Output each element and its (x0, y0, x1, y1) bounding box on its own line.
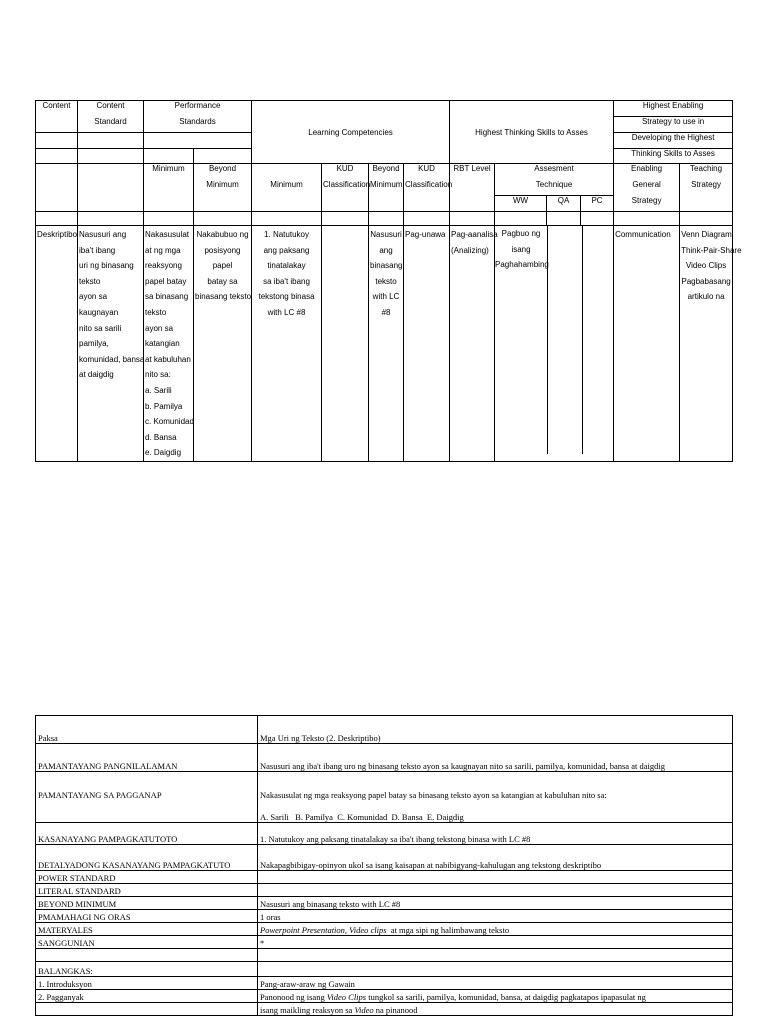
row-sanggunian (36, 936, 733, 949)
header-beyond-2: Minimum (194, 180, 252, 196)
value-pagganyak-cont (258, 1003, 733, 1016)
header-qa: QA (547, 196, 581, 212)
row-blank (36, 949, 733, 962)
spacer-row (36, 212, 733, 226)
cell-teaching (680, 226, 742, 462)
row-paksa (36, 716, 733, 744)
cell-minimum-line: sa binasang (145, 292, 189, 302)
label-power: POWER STANDARD (36, 871, 258, 884)
header-assessment-2: Technique (495, 180, 614, 196)
header-lc-minimum: Minimum (252, 180, 322, 196)
label-kasanayan: KASANAYANG PAMPAGKATUTOTO (36, 823, 258, 845)
header-lc-beyond-2: Minimum (369, 180, 404, 196)
header-highest-enabling-2: Strategy to use in (614, 117, 733, 133)
cell-minimum-line: e. Daigdig (145, 448, 182, 458)
materyales-rest: at mga sipi ng halimbawang teksto (386, 925, 510, 935)
header-ww: WW (495, 196, 547, 212)
header-enabling-3: Strategy (614, 196, 680, 212)
cell-lc-beyond-line: with LC (372, 292, 400, 302)
cell-minimum-line: nito sa: (145, 370, 171, 380)
cell-lc-beyond-line: teksto (375, 276, 397, 286)
row-materyales (36, 923, 733, 936)
label-introduksyon: 1. Introduksyon (36, 977, 258, 990)
cell-content-standard-line: iba't ibang (79, 245, 116, 255)
value-materyales (258, 923, 733, 936)
cell-minimum-line: Nakasusulat (145, 230, 190, 239)
header-teaching-2: Strategy (680, 180, 733, 196)
cell-rbt-line: (Analizing) (451, 245, 489, 255)
cell-minimum (144, 226, 194, 462)
value-pangnilalaman: Nasusuri ang iba't ibang uro ng binasang teksto ayon sa kaugnayan nito sa sarili, pamilya, komunidad, bansa at daigdig (258, 744, 733, 772)
header-assessment: Assesment (495, 164, 614, 180)
cell-minimum-line: c. Komunidad (145, 417, 194, 427)
header-learning-competencies: Learning Competencies (252, 101, 450, 164)
value-paksa: Mga Uri ng Teksto (2. Deskriptibo) (258, 716, 733, 744)
cell-teaching-line: Video Clips (685, 261, 727, 271)
value-pagganap: Nakasusulat ng mga reaksyong papel batay sa binasang teksto ayon sa katangian at kabuluhan nito sa: (258, 772, 733, 800)
value-introduksyon: Pang-araw-araw ng Gawain (258, 977, 733, 990)
cell-content-standard-line: nito sa sarili (79, 323, 122, 333)
cell-content-standard-line: kaugnayan (79, 307, 119, 317)
row-detalyado (36, 845, 733, 871)
row-pagganap (36, 772, 733, 800)
cell-beyond-line: Nakabubuo ng (196, 230, 249, 239)
cell-lc-minimum (252, 226, 322, 462)
value-pagganyak (258, 990, 733, 1003)
cell-lc-minimum-line: sa iba't ibang (263, 276, 310, 286)
cell-content-standard-line: ayon sa (79, 292, 108, 302)
value-kasanayan: 1. Natutukoy ang paksang tinatalakay sa iba't ibang tekstong binasa with LC #8 (258, 823, 733, 845)
row-beyond (36, 897, 733, 910)
header-kud-classification-2: Classification (404, 180, 450, 196)
cell-assessment (495, 226, 548, 454)
header-kud: KUD (322, 164, 369, 180)
cell-enabling (614, 226, 680, 462)
cell-enabling-line: Communication (615, 230, 671, 239)
header-content-standard: Content (78, 101, 144, 117)
cell-minimum-line: ayon sa (145, 323, 174, 333)
pagganyak-cont-italic: Video (354, 1005, 374, 1015)
cell-content-standard-line: komunidad, bansa (79, 354, 145, 364)
cell-content-standard-line: pamilya, (79, 339, 109, 349)
header-highest-thinking: Highest Thinking Skills to Asses (450, 101, 614, 164)
label-materyales: MATERYALES (36, 923, 258, 936)
header-lc-beyond: Beyond (369, 164, 404, 180)
header-kud-2: KUD (404, 164, 450, 180)
row-pagganyak (36, 990, 733, 1003)
value-sanggunian: * (258, 936, 733, 949)
header-row-6 (36, 180, 733, 196)
header-highest-enabling-3: Developing the Highest (614, 133, 733, 149)
row-introduksyon (36, 977, 733, 990)
header-enabling: Enabling (614, 164, 680, 180)
label-pangnilalaman: PAMANTAYANG PANGNILALAMAN (36, 744, 258, 772)
label-pagganap: PAMANTAYANG SA PAGGANAP (36, 772, 258, 800)
row-literal (36, 884, 733, 897)
cell-content-line: Deskriptibo (37, 230, 78, 239)
cell-lc-minimum-line: tinatalakay (267, 261, 306, 271)
header-beyond: Beyond (194, 164, 252, 180)
row-power (36, 871, 733, 884)
label-pagganyak: 2. Pagganyak (36, 990, 258, 1003)
header-enabling-2: General (614, 180, 680, 196)
cell-rbt (450, 226, 498, 462)
header-row-1 (36, 101, 733, 117)
cell-content-standard-line: Nasusuri ang (79, 230, 127, 239)
cell-beyond (194, 226, 252, 462)
header-row-5 (36, 164, 733, 180)
cell-content-standard (78, 226, 144, 462)
cell-beyond-line: binasang teksto (195, 292, 252, 302)
cell-beyond-line: papel (212, 261, 233, 271)
cell-minimum-line: katangian (145, 339, 180, 349)
cell-content-standard-line: uri ng binasang (79, 261, 134, 271)
label-oras: PMAMAHAGI NG ORAS (36, 910, 258, 923)
label-detalyado: DETALYADONG KASANAYANG PAMPAGKATUTO (36, 845, 258, 871)
curriculum-matrix-table (35, 100, 742, 462)
cell-minimum-line: reaksyong (145, 261, 182, 271)
label-sanggunian: SANGGUNIAN (36, 936, 258, 949)
cell-lc-beyond (369, 226, 404, 462)
pagganyak-cont-post: na pinanood (373, 1005, 418, 1015)
row-pagganyak-cont (36, 1003, 733, 1016)
cell-assessment-line: isang (511, 244, 531, 254)
cell-teaching-line: Think-Pair-Share (681, 245, 742, 255)
label-balangkas: BALANGKAS: (36, 962, 258, 977)
row-pagganap-items (36, 800, 733, 823)
label-beyond: BEYOND MINIMUM (36, 897, 258, 910)
label-literal: LITERAL STANDARD (36, 884, 258, 897)
cell-minimum-line: at ng mga (145, 245, 181, 255)
cell-minimum-line: papel batay (145, 276, 187, 286)
pagganyak-pre: Panonood ng isang (260, 992, 327, 1002)
cell-beyond-line: posisyong (204, 245, 241, 255)
cell-minimum-line: at kabuluhan (145, 354, 191, 364)
cell-lc-minimum-line: 1. Natutukoy (264, 230, 309, 239)
header-rbt: RBT Level (450, 164, 495, 180)
cell-lc-beyond-line: binasang (370, 261, 403, 271)
header-performance: Performance (144, 101, 252, 117)
header-content-standard-2: Standard (78, 117, 144, 133)
matrix-body-row (36, 226, 733, 462)
header-kud-classification: Classification (322, 180, 369, 196)
lesson-plan-form (35, 715, 733, 1016)
cell-kud-2 (404, 226, 450, 462)
cell-minimum-line: a. Sarili (145, 385, 172, 395)
header-row-7 (36, 196, 733, 212)
cell-teaching-line: Venn Diagram (681, 230, 732, 239)
cell-content-standard-line: at daigdig (79, 370, 114, 380)
row-balangkas (36, 962, 733, 977)
header-content: Content (36, 101, 78, 117)
cell-rbt-line: Pag-aanalisa (451, 230, 498, 239)
value-beyond: Nasusuri ang binasang teksto with LC #8 (258, 897, 733, 910)
cell-teaching-line: artikulo na (687, 292, 725, 302)
row-oras (36, 910, 733, 923)
pagganyak-post: tungkol sa sarili, pamilya, komunidad, bansa, at daigdig pagkatapos ipapasulat ng (366, 992, 646, 1002)
cell-assessment-line: Pagbuo ng (501, 229, 541, 238)
cell-content-standard-line: teksto (79, 276, 101, 286)
cell-minimum-line: b. Pamilya (145, 401, 183, 411)
value-detalyado: Nakapagbibigay-opinyon ukol sa isang kaisapan at nabibigyang-kahulugan ang tekstong deskriptibo (258, 845, 733, 871)
pagganyak-italic: Video Clips (326, 992, 367, 1002)
header-pc: PC (581, 196, 614, 212)
cell-lc-beyond-line: ang (379, 245, 393, 255)
cell-lc-beyond-line: Nasusuri (370, 230, 402, 239)
row-pangnilalaman (36, 744, 733, 772)
cell-kud (322, 226, 369, 462)
value-pagganap-items: A. Sarili B. Pamilya C. Komunidad D. Bansa E. Daigdig (258, 800, 733, 823)
cell-lc-minimum-line: tekstong binasa (258, 292, 315, 302)
header-highest-enabling-1: Highest Enabling (614, 101, 733, 117)
cell-teaching-line: Pagbabasang (681, 276, 731, 286)
cell-minimum-line: teksto (145, 307, 167, 317)
cell-lc-beyond-line: #8 (381, 307, 391, 317)
materyales-italic: Powerpoint Presentation, Video clips (260, 925, 387, 935)
cell-content (36, 226, 78, 462)
header-teaching: Teaching (680, 164, 733, 180)
row-kasanayan (36, 823, 733, 845)
cell-lc-minimum-line: with LC #8 (267, 307, 306, 317)
header-minimum: Minimum (144, 164, 194, 180)
label-paksa: Paksa (36, 716, 258, 744)
header-highest-enabling-4: Thinking Skills to Asses (614, 149, 733, 164)
cell-assessment-line: Paghahambing (495, 260, 549, 270)
cell-minimum-line: d. Bansa (145, 432, 177, 442)
header-performance-2: Standards (144, 117, 252, 133)
cell-beyond-line: batay sa (207, 276, 238, 286)
value-oras: 1 oras (258, 910, 733, 923)
cell-lc-minimum-line: ang paksang (263, 245, 310, 255)
cell-kud-2-line: Pag-unawa (405, 230, 446, 239)
pagganyak-cont-pre: isang maikling reaksyon sa (260, 1005, 355, 1015)
